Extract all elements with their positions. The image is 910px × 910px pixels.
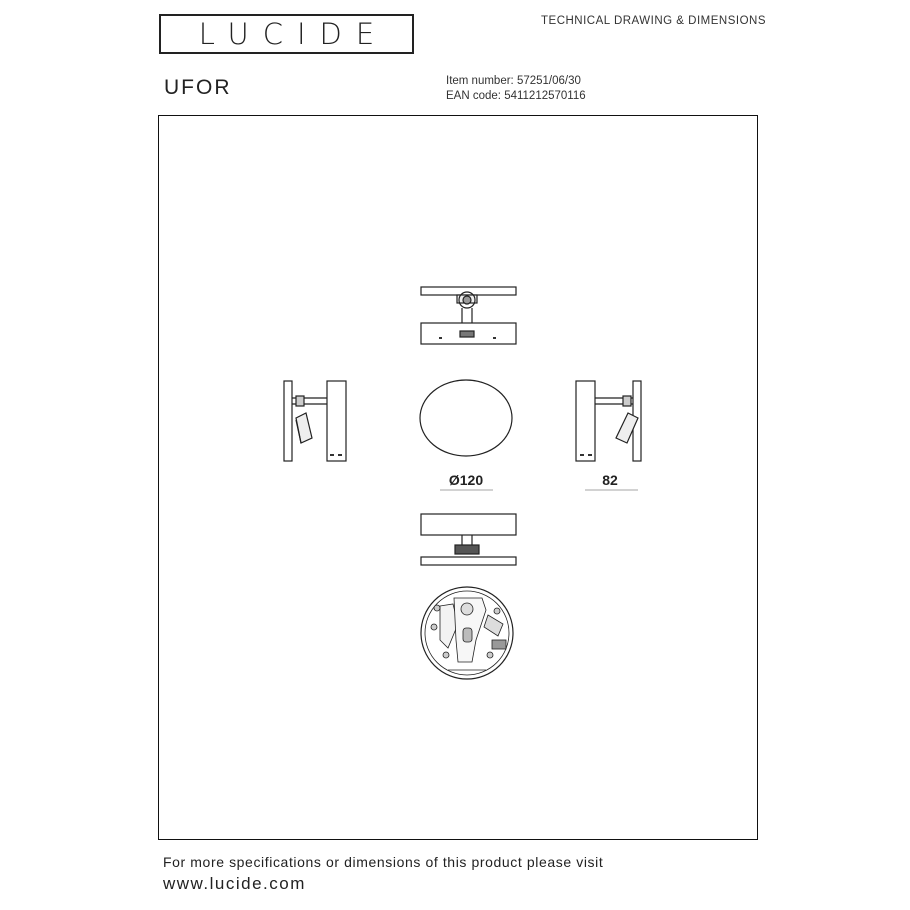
brand-logo-text: LUCIDE	[198, 17, 389, 51]
product-name: UFOR	[164, 76, 232, 99]
document-type: TECHNICAL DRAWING & DIMENSIONS	[541, 15, 766, 27]
right-side-view	[576, 381, 641, 461]
item-number-label: Item number:	[446, 75, 514, 87]
front-view	[420, 380, 512, 456]
ean-label: EAN code:	[446, 90, 501, 102]
bottom-view	[421, 514, 516, 565]
dimension-diameter: Ø120	[448, 472, 484, 488]
left-side-view	[284, 381, 346, 461]
top-view	[421, 287, 516, 344]
item-number-value: 57251/06/30	[516, 75, 581, 87]
footer-url[interactable]: www.lucide.com	[163, 874, 306, 893]
ean-value: 5411212570116	[504, 90, 586, 102]
dimension-depth: 82	[602, 472, 618, 488]
mounting-plate-view	[421, 587, 513, 679]
footer-note: For more specifications or dimensions of this product please visit	[163, 854, 604, 870]
